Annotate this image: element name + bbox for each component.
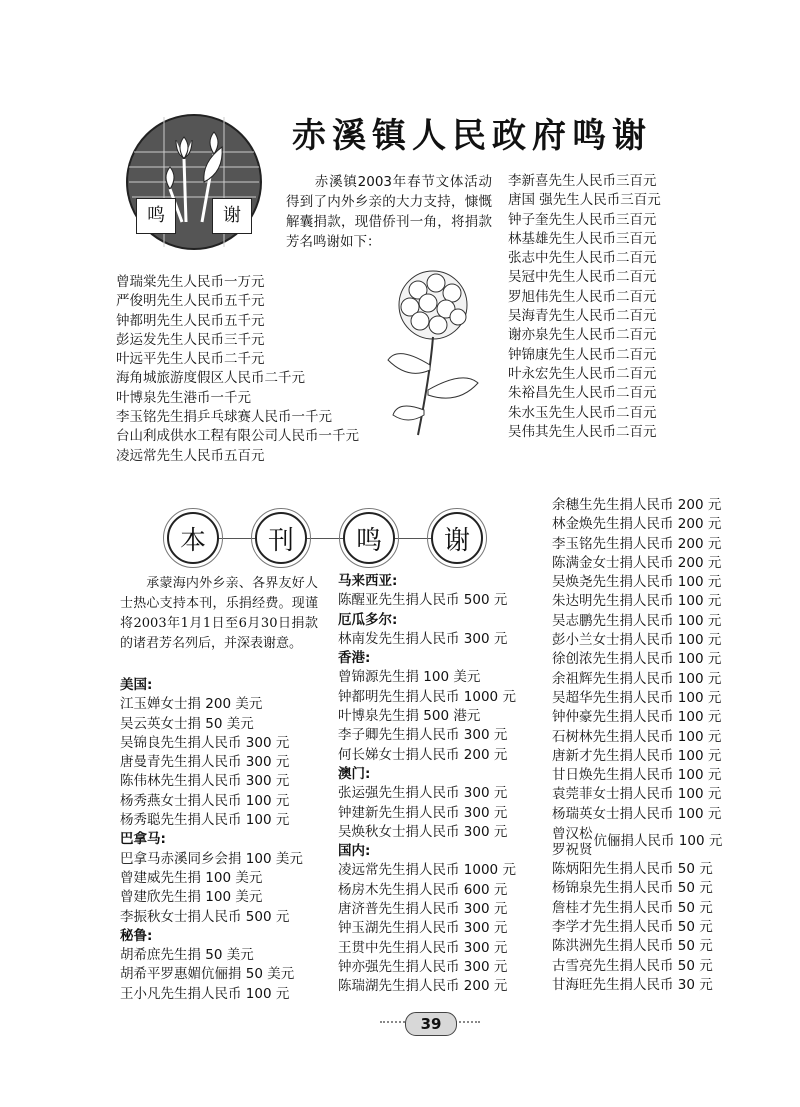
donor-entry: 钟都明先生捐人民币 1000 元 [338, 688, 516, 705]
donor-entry: 朱达明先生捐人民币 100 元 [552, 593, 722, 610]
donor-entry: 杨瑞英女士捐人民币 100 元 [552, 805, 722, 822]
donor-entry: 陈满金女士捐人民币 200 元 [552, 554, 722, 571]
region-heading: 国内: [338, 843, 371, 860]
donor-entry: 钟锦康先生人民币二百元 [508, 346, 657, 363]
donor-list-left [116, 273, 359, 466]
donor-entry: 张运强先生捐人民币 300 元 [338, 785, 508, 802]
donor-entry: 徐创浓先生捐人民币 100 元 [552, 651, 722, 668]
donor-entry: 吴伟其先生人民币二百元 [508, 423, 657, 440]
page-title: 赤溪镇人民政府鸣谢 [292, 116, 652, 156]
donor-entry: 钟玉湖先生捐人民币 300 元 [338, 920, 508, 937]
donor-entry: 何长娣女士捐人民币 200 元 [338, 746, 508, 763]
donor-entry: 吴焕尧先生捐人民币 100 元 [552, 574, 722, 591]
donor-entry: 林南发先生捐人民币 300 元 [338, 630, 508, 647]
donor-entry: 叶远平先生人民币二千元 [116, 351, 265, 368]
donor-entry: 巴拿马赤溪同乡会捐 100 美元 [120, 850, 303, 867]
section2-heading [165, 512, 470, 564]
region-heading: 马来西亚: [338, 573, 398, 589]
donor-entry: 杨锦泉先生捐人民币 50 元 [552, 880, 713, 897]
donor-entry: 江玉婵女士捐 200 美元 [120, 696, 263, 713]
donor-entry: 唐新才先生捐人民币 100 元 [552, 747, 722, 764]
donor-entry: 彭运发先生人民币三千元 [116, 331, 265, 348]
donor-entry: 钟亦强先生捐人民币 300 元 [338, 958, 508, 975]
donor-entry: 陈醒亚先生捐人民币 500 元 [338, 592, 508, 609]
heading-char-2: 刊 [255, 512, 307, 564]
donor-entry: 詹桂才先生捐人民币 50 元 [552, 899, 713, 916]
donor-entry: 余穗生先生捐人民币 200 元 [552, 497, 722, 513]
donor-entry: 吴海青先生人民币二百元 [508, 308, 657, 325]
donor-entry: 曾锦源先生捐 100 美元 [338, 669, 481, 686]
donor-entry-couple [552, 824, 722, 860]
donor-entry: 吴云英女士捐 50 美元 [120, 715, 254, 732]
donor-entry: 唐国 强先生人民币三百元 [508, 192, 661, 209]
donor-entry: 李振秋女士捐人民币 500 元 [120, 908, 290, 925]
donor-entry: 彭小兰女士捐人民币 100 元 [552, 632, 722, 649]
donor-entry: 曾建欣先生捐 100 美元 [120, 889, 263, 906]
donor-entry: 台山利成供水工程有限公司人民币一千元 [116, 428, 359, 445]
donor-entry: 石树林先生捐人民币 100 元 [552, 728, 722, 745]
donor-entry: 严俊明先生人民币五千元 [116, 293, 265, 310]
donor-entry: 凌远常先生捐人民币 1000 元 [338, 862, 516, 879]
donor-entry: 叶永宏先生人民币二百元 [508, 365, 657, 382]
donor-entry: 罗旭伟先生人民币二百元 [508, 288, 657, 305]
heading-char-4: 谢 [431, 512, 483, 564]
donor-entry: 钟子奎先生人民币三百元 [508, 211, 657, 228]
donor-entry: 胡希庶先生捐 50 美元 [120, 947, 254, 964]
donor-entry: 甘日焕先生捐人民币 100 元 [552, 767, 722, 784]
donor-list-right [508, 172, 661, 442]
donor-entry: 李子卿先生捐人民币 300 元 [338, 727, 508, 744]
donor-entry: 林金焕先生捐人民币 200 元 [552, 516, 722, 533]
donor-entry: 朱水玉先生人民币二百元 [508, 404, 657, 421]
donor-entry: 钟都明先生人民币五千元 [116, 312, 265, 329]
page-number: 39 [405, 1012, 457, 1036]
couple-names [552, 826, 593, 858]
donor-entry: 朱裕昌先生人民币二百元 [508, 385, 657, 402]
donor-entry: 唐曼青先生捐人民币 300 元 [120, 754, 290, 771]
donor-entry: 李玉铭先生捐人民币 200 元 [552, 535, 722, 552]
emblem-label-right: 谢 [212, 198, 252, 234]
donor-entry: 叶博泉先生港币一千元 [116, 389, 251, 406]
donor-entry: 古雪亮先生捐人民币 50 元 [552, 957, 713, 974]
section2-intro: 承蒙海内外乡亲、各界友好人士热心支持本刊，乐捐经费。现谨将2003年1月1日至6月30日捐款的诸君芳名列后，并深表谢意。 [120, 576, 318, 651]
donor-entry: 王小凡先生捐人民币 100 元 [120, 985, 290, 1002]
region-heading: 香港: [338, 650, 371, 667]
donor-entry: 陈伟林先生捐人民币 300 元 [120, 773, 290, 790]
couple-name: 罗祝贤 [552, 842, 593, 859]
donor-entry: 余祖辉先生捐人民币 100 元 [552, 670, 722, 687]
donor-entry: 吴超华先生捐人民币 100 元 [552, 689, 722, 706]
donor-entry: 杨秀燕女士捐人民币 100 元 [120, 792, 290, 809]
donor-column-3 [552, 496, 722, 995]
flower-illustration [378, 265, 488, 440]
donor-entry: 李玉铭先生捐乒乓球赛人民币一千元 [116, 409, 332, 426]
donor-entry: 陈瑞湖先生捐人民币 200 元 [338, 978, 508, 995]
region-heading: 澳门: [338, 765, 371, 782]
donor-entry: 李新喜先生人民币三百元 [508, 173, 657, 189]
couple-amount: 伉俪捐人民币 100 元 [593, 833, 723, 850]
couple-name: 曾汉松 [552, 826, 593, 843]
donor-entry: 杨房木先生捐人民币 600 元 [338, 881, 508, 898]
donor-entry: 陈洪洲先生捐人民币 50 元 [552, 938, 713, 955]
intro-paragraph: 赤溪镇2003年春节文体活动得到了内外乡亲的大力支持，慷慨解囊捐款，现借侨刊一角，将捐款芳名鸣谢如下： [286, 174, 492, 250]
donor-entry: 谢亦泉先生人民币二百元 [508, 327, 657, 344]
donor-entry: 甘海旺先生捐人民币 30 元 [552, 976, 713, 993]
donor-entry: 胡希平罗惠媚伉俪捐 50 美元 [120, 966, 295, 983]
donor-entry: 叶博泉先生捐 500 港元 [338, 708, 481, 725]
donor-entry: 张志中先生人民币二百元 [508, 250, 657, 267]
region-heading: 美国: [120, 677, 153, 693]
donor-entry: 钟仲豪先生捐人民币 100 元 [552, 709, 722, 726]
donor-entry: 吴锦良先生捐人民币 300 元 [120, 734, 290, 751]
donor-entry: 曾瑞棠先生人民币一万元 [116, 274, 265, 290]
donor-column-2 [338, 572, 516, 997]
donor-entry: 杨秀聪先生捐人民币 100 元 [120, 812, 290, 829]
donor-entry: 吴冠中先生人民币二百元 [508, 269, 657, 286]
region-heading: 厄瓜多尔: [338, 611, 398, 628]
emblem-label-left: 鸣 [136, 198, 176, 234]
region-heading: 秘鲁: [120, 927, 153, 944]
donor-entry: 王贯中先生捐人民币 300 元 [338, 939, 508, 956]
donor-entry: 凌远常先生人民币五百元 [116, 447, 265, 464]
donor-entry: 林基雄先生人民币三百元 [508, 230, 657, 247]
donor-entry: 袁莞菲女士捐人民币 100 元 [552, 786, 722, 803]
donor-entry: 钟建新先生捐人民币 300 元 [338, 804, 508, 821]
donor-entry: 唐济普先生捐人民币 300 元 [338, 901, 508, 918]
heading-char-1: 本 [167, 512, 219, 564]
donor-column-1 [120, 676, 303, 1004]
donor-entry: 吴志鹏先生捐人民币 100 元 [552, 612, 722, 629]
donor-entry: 海角城旅游度假区人民币二千元 [116, 370, 305, 387]
donor-entry: 陈炳阳先生捐人民币 50 元 [552, 861, 713, 878]
donor-entry: 吴焕秋女士捐人民币 300 元 [338, 823, 508, 840]
donor-entry: 李学才先生捐人民币 50 元 [552, 918, 713, 935]
heading-char-3: 鸣 [343, 512, 395, 564]
donor-entry: 曾建威先生捐 100 美元 [120, 869, 263, 886]
region-heading: 巴拿马: [120, 831, 166, 848]
